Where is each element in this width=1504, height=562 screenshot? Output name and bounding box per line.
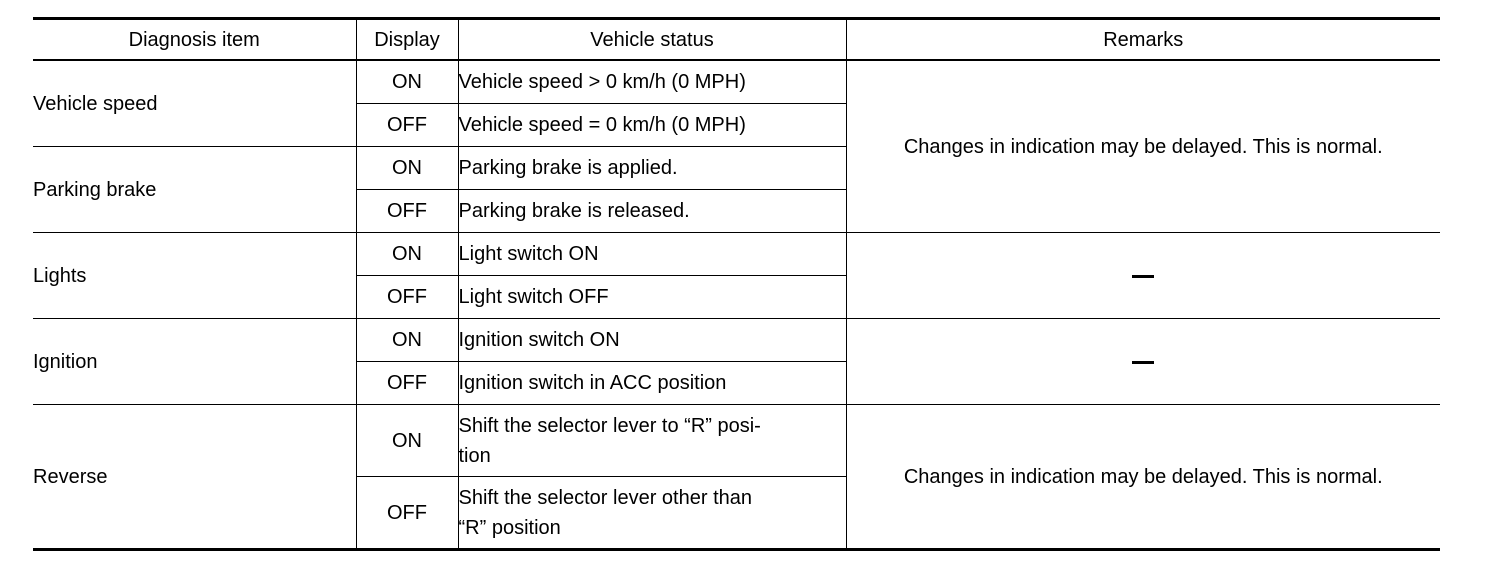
- display-cell: ON: [356, 405, 458, 477]
- diagnosis-table: [33, 17, 1440, 551]
- remarks-cell: [846, 233, 1440, 319]
- vehicle-status-cell: Light switch OFF: [458, 276, 846, 319]
- remarks-cell: Changes in indication may be delayed. This is normal.: [846, 405, 1440, 550]
- vehicle-status-cell: Parking brake is released.: [458, 190, 846, 233]
- table-row: [33, 233, 1440, 276]
- vehicle-status-cell: Parking brake is applied.: [458, 147, 846, 190]
- diagnosis-item-cell: Lights: [33, 233, 356, 319]
- vehicle-status-cell: Shift the selector lever to “R” posi- tion: [458, 405, 846, 477]
- display-cell: ON: [356, 319, 458, 362]
- diagnosis-item-cell: Vehicle speed: [33, 60, 356, 147]
- display-cell: ON: [356, 233, 458, 276]
- em-dash-mark: [1132, 275, 1154, 278]
- diagnosis-item-cell: Reverse: [33, 405, 356, 550]
- table-row: [33, 60, 1440, 104]
- header-diagnosis-item: Diagnosis item: [33, 19, 356, 61]
- display-cell: OFF: [356, 276, 458, 319]
- vehicle-status-cell: Ignition switch in ACC position: [458, 362, 846, 405]
- diagnosis-item-cell: Ignition: [33, 319, 356, 405]
- diagnosis-item-cell: Parking brake: [33, 147, 356, 233]
- header-remarks: Remarks: [846, 19, 1440, 61]
- vehicle-status-cell: Vehicle speed > 0 km/h (0 MPH): [458, 60, 846, 104]
- vehicle-status-cell: Shift the selector lever other than “R” position: [458, 477, 846, 550]
- header-vehicle-status: Vehicle status: [458, 19, 846, 61]
- header-display: Display: [356, 19, 458, 61]
- remarks-cell: [846, 319, 1440, 405]
- display-cell: ON: [356, 60, 458, 104]
- display-cell: OFF: [356, 104, 458, 147]
- table-row: [33, 319, 1440, 362]
- em-dash-mark: [1132, 361, 1154, 364]
- display-cell: ON: [356, 147, 458, 190]
- display-cell: OFF: [356, 477, 458, 550]
- vehicle-status-cell: Vehicle speed = 0 km/h (0 MPH): [458, 104, 846, 147]
- remarks-cell: Changes in indication may be delayed. This is normal.: [846, 60, 1440, 233]
- table-row: [33, 405, 1440, 477]
- header-row: [33, 19, 1440, 61]
- vehicle-status-cell: Light switch ON: [458, 233, 846, 276]
- display-cell: OFF: [356, 190, 458, 233]
- display-cell: OFF: [356, 362, 458, 405]
- vehicle-status-cell: Ignition switch ON: [458, 319, 846, 362]
